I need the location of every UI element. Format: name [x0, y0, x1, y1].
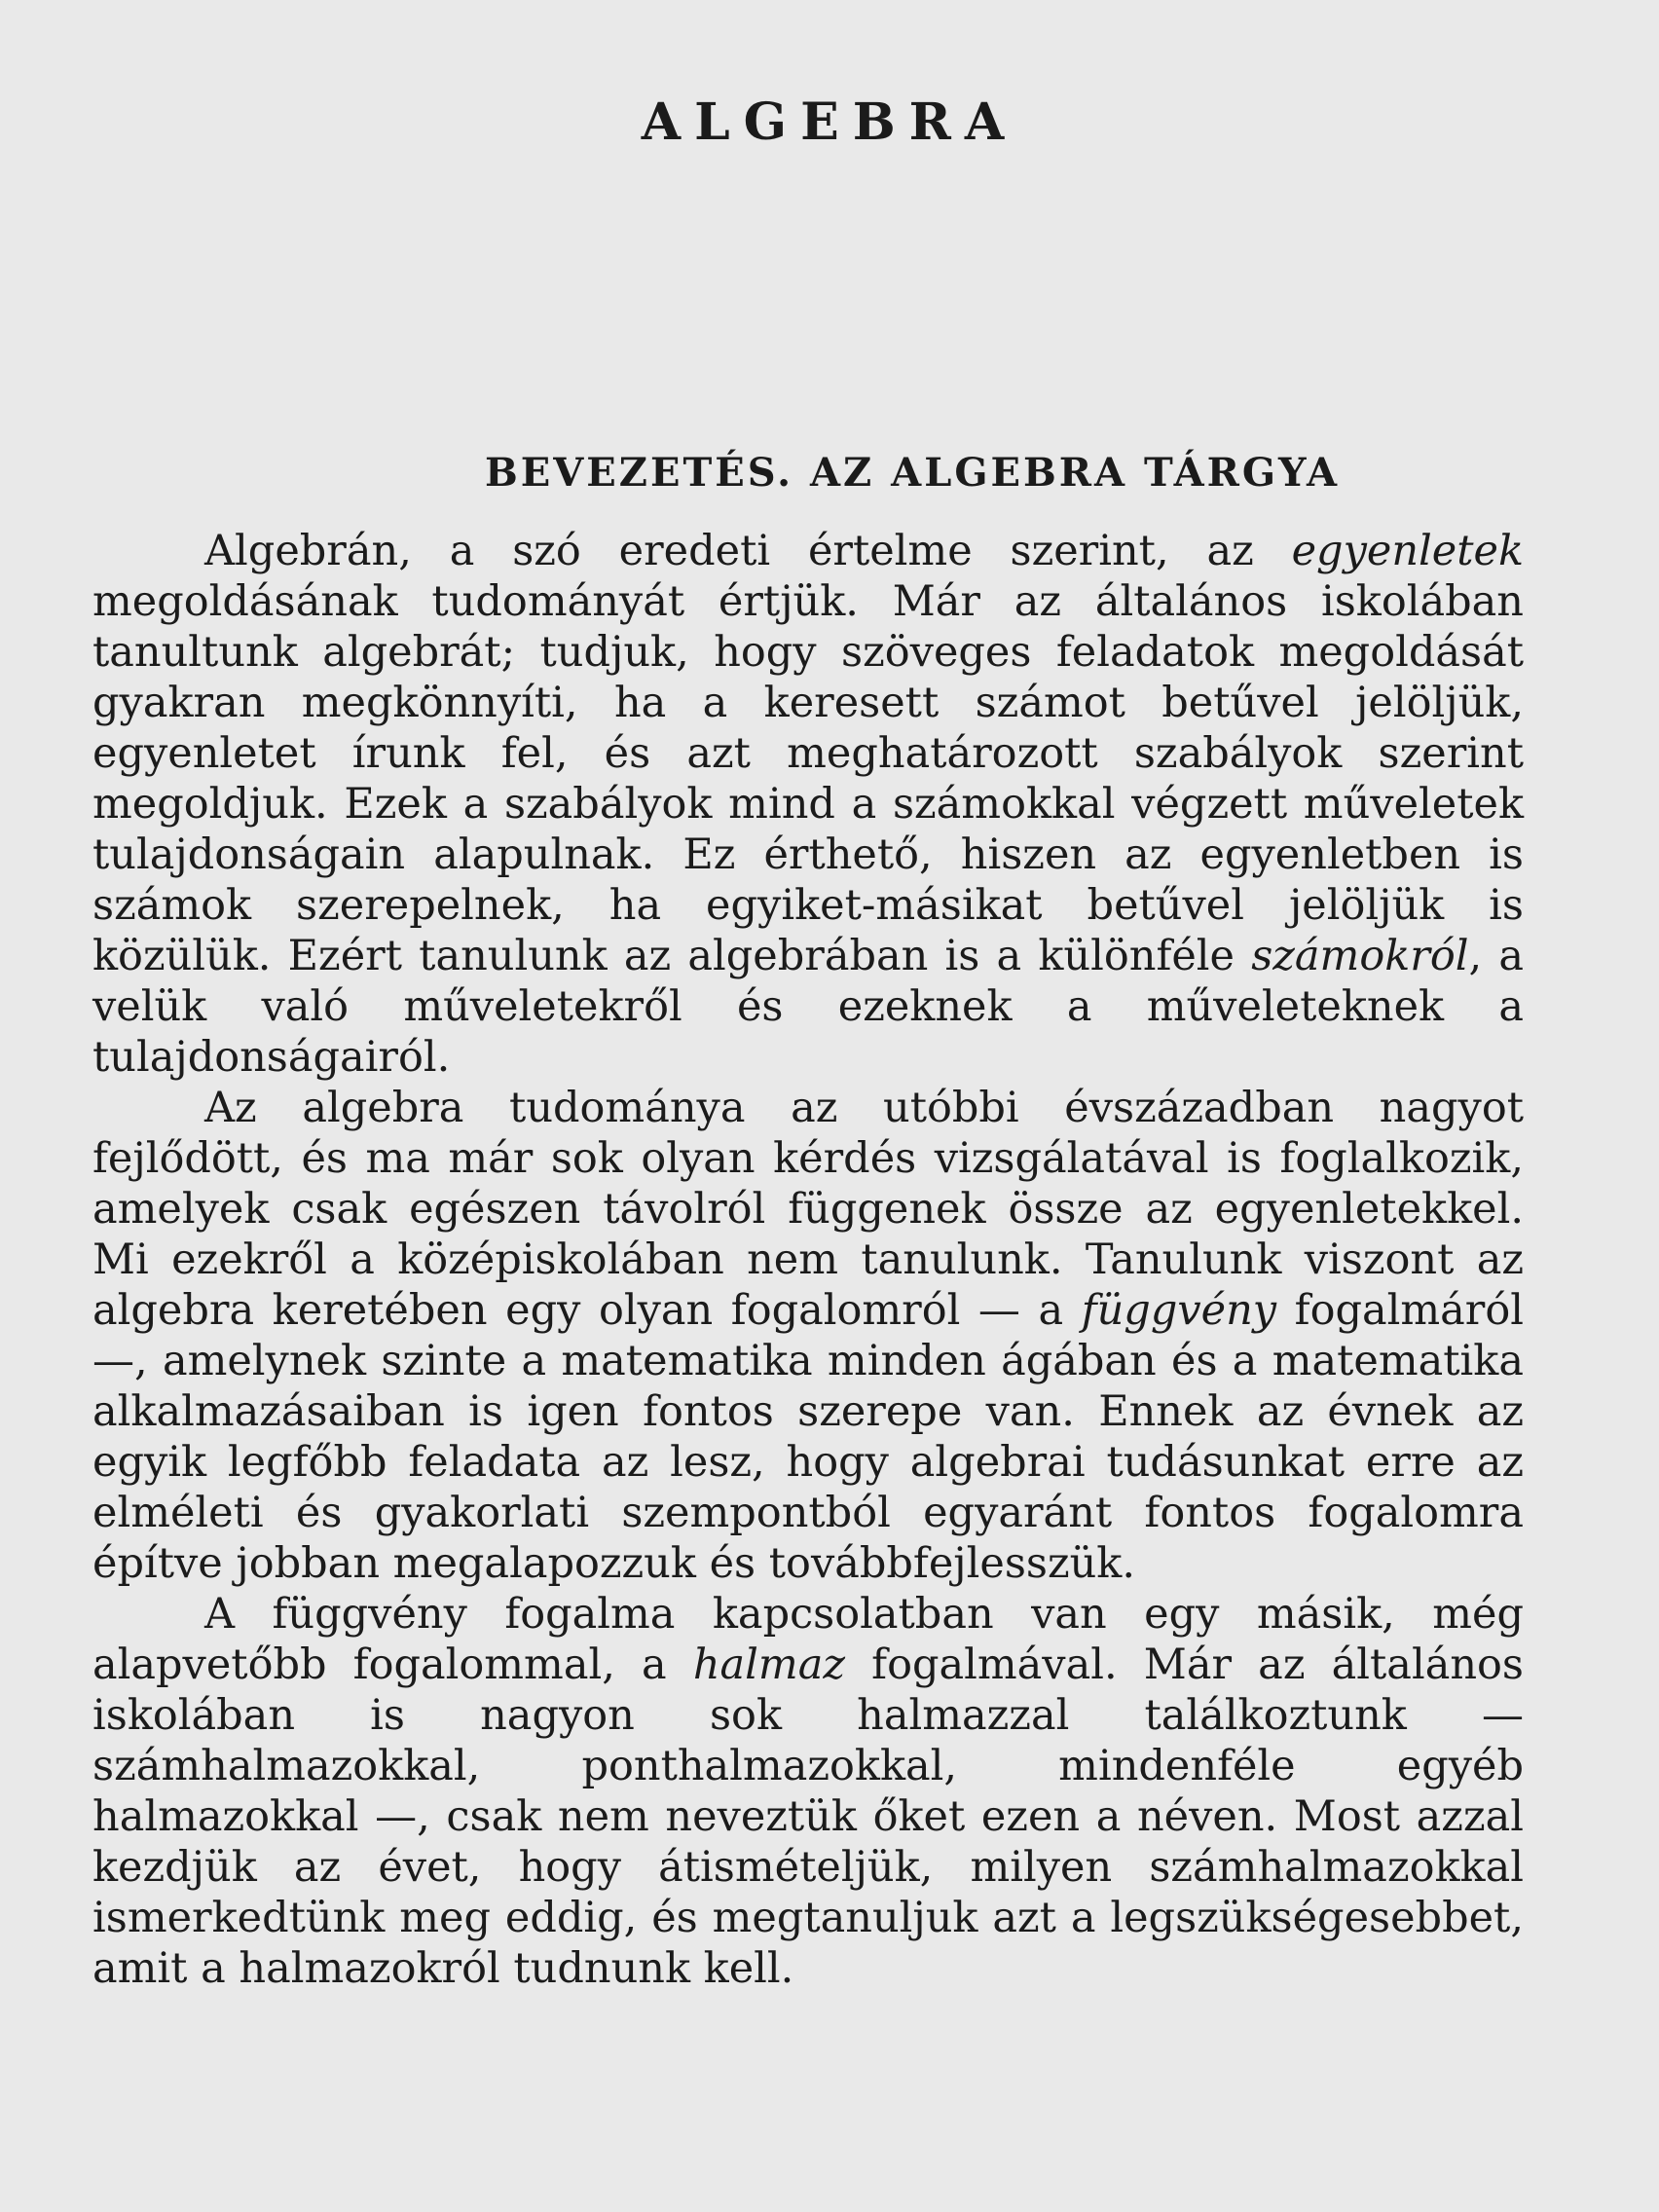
section-heading: BEVEZETÉS. AZ ALGEBRA TÁRGYA [484, 450, 1341, 496]
text-run: , a velük való műveletekről és ezeknek a műveleteknek a tulajdonságairól. [92, 932, 1524, 1082]
page-title: ALGEBRA [641, 92, 1018, 152]
italic-term: halmaz [692, 1641, 845, 1689]
italic-term: számokról [1251, 932, 1469, 980]
text-run: Az algebra tudománya az utóbbi évszázadban nagyot fejlődött, és ma már sok olyan kérdés vizsgálatával is foglalkozik, amelyek csak egészen távolról függenek össze az egyenletekkel. Mi ezekről a középiskolában nem tanulunk. Tanulunk viszont az algebra keretében egy olyan fogalomról — a [92, 1084, 1524, 1335]
italic-term: függvény [1081, 1286, 1277, 1335]
text-run: fogalmáról —, amelynek szinte a matematika minden ágában és a matematika alkalmazásaiban is igen fontos szerepe van. Ennek az évnek az egyik legfőbb feladata az lesz, hogy algebrai tudásunkat erre az elméleti és gyakorlati szempontból egyaránt fontos fogalomra építve jobban megalapozzuk és továbbfejlesszük. [92, 1286, 1524, 1588]
text-run: A függvény fogalma kapcsolatban van egy másik, még alapvetőbb fogalommal, a [92, 1590, 1524, 1689]
text-run: fogalmával. Már az általános iskolában is nagyon sok halmazzal találkoztunk — számhalmazokkal, ponthalmazokkal, mindenféle egyéb halmazokkal —, csak nem neveztük őket ezen a néven. Most azzal kezdjük az évet, hogy átismételjük, milyen számhalmazokkal ismerkedtünk meg eddig, és megtanuljuk azt a legszükségesebbet, amit a halmazokról tudnunk kell. [92, 1641, 1524, 1993]
text-run: Algebrán, a szó eredeti értelme szerint, az [204, 527, 1292, 575]
italic-term: egyenletek [1291, 527, 1524, 575]
paragraph [92, 1083, 1524, 1589]
paragraph [92, 1589, 1524, 1994]
paragraph [92, 526, 1524, 1083]
body-text [92, 526, 1524, 1994]
text-run: megoldásának tudományát értjük. Már az általános iskolában tanultunk algebrát; tudjuk, hogy szöveges feladatok megoldását gyakran megkönnyíti, ha a keresett számot betűvel jelöljük, egyenletet írunk fel, és azt meghatározott szabályok szerint megoldjuk. Ezek a szabályok mind a számokkal végzett műveletek tulajdonságain alapulnak. Ez érthető, hiszen az egyenletben is számok szerepelnek, ha egyiket-másikat betűvel jelöljük is közülük. Ezért tanulunk az algebrában is a különféle [92, 577, 1524, 980]
